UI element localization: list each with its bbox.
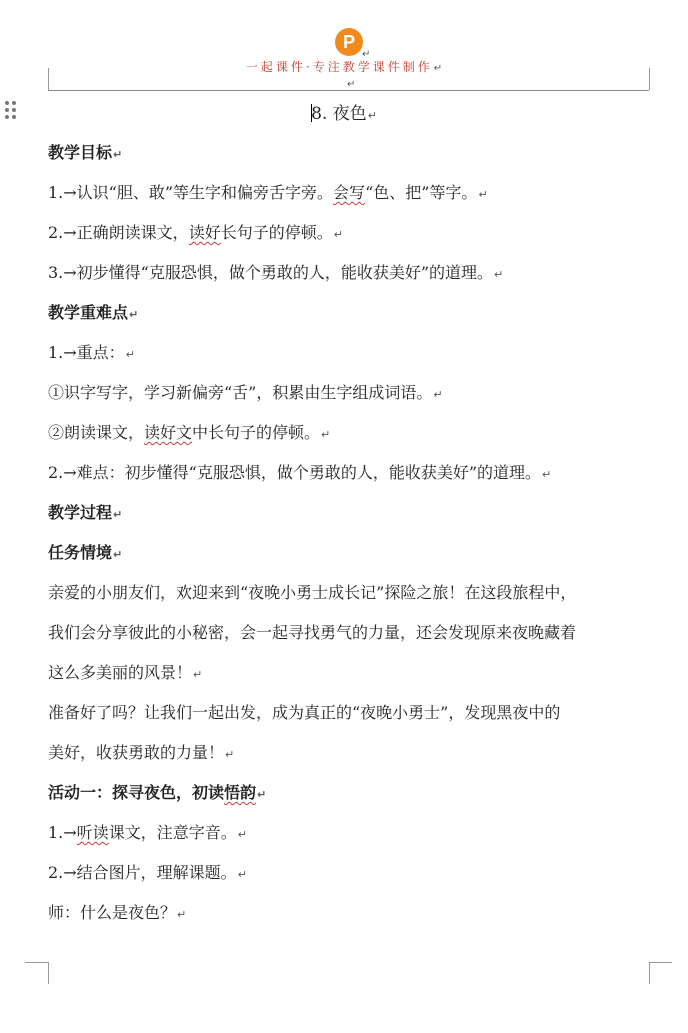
page-corner-bottom-right-v [649,962,650,984]
paragraph-line[interactable] [48,462,551,486]
line-text: 任务情境 [48,543,113,562]
line-text: 1.→重点： [48,343,125,362]
spellcheck-underline: 读好 [188,223,221,242]
page-corner-bottom-left-h [25,962,48,963]
document-title-row [0,99,688,124]
section-heading[interactable] [48,782,266,806]
line-text: 亲爱的小朋友们，欢迎来到“夜晚小勇士成长记”探险之旅！在这段旅程中， [48,583,577,602]
line-text: 2.→结合图片，理解课题。 [48,863,237,882]
paragraph-line[interactable] [48,262,503,286]
page-corner-top-right [649,68,650,90]
paragraph-line[interactable] [48,622,576,644]
page-corner-top-left [48,68,49,90]
paragraph-mark: ↵ [333,228,343,241]
paragraph-mark: ↵ [113,148,123,161]
spellcheck-underline: 悟韵 [224,783,257,802]
paragraph-mark: ↵ [362,49,371,60]
paragraph-line[interactable] [48,222,343,246]
line-text: 2.→难点：初步懂得“克服恐惧，做个勇敢的人，能收获美好”的道理。 [48,463,542,482]
brand-logo: P [335,28,363,56]
paragraph-line[interactable] [48,342,135,366]
paragraph-mark: ↵ [177,908,187,921]
paragraph-line[interactable] [48,662,202,686]
section-heading[interactable] [48,542,122,566]
paragraph-line[interactable] [48,862,247,886]
paragraph-mark: ↵ [433,63,443,74]
paragraph-line[interactable] [48,382,443,406]
section-heading[interactable] [48,502,122,526]
paragraph-mark: ↵ [433,388,443,401]
paragraph-line[interactable] [48,902,186,926]
paragraph-mark: ↵ [113,548,123,561]
line-text: ①识字写字，学习新偏旁“舌”，积累由生字组成词语。 [48,383,433,402]
spellcheck-underline: 读好文 [144,423,193,442]
paragraph-mark: ↵ [125,348,135,361]
section-heading[interactable] [48,302,138,326]
line-text: ②朗读课文，读好文中长句子的停顿。 [48,423,321,442]
line-text: 1.→认识“胆、敢”等生字和偏旁舌字旁。会写“色、把”等字。 [48,183,478,202]
line-text: 2.→正确朗读课文，读好长句子的停顿。 [48,223,333,242]
paragraph-mark: ↵ [478,188,488,201]
paragraph-mark: ↵ [367,109,377,122]
line-text: 准备好了吗？让我们一起出发，成为真正的“夜晚小勇士”，发现黑夜中的 [48,703,561,722]
line-text: 美好，收获勇敢的力量！ [48,743,225,762]
paragraph-mark: ↵ [113,508,123,521]
paragraph-line[interactable] [48,422,330,446]
line-text: 师：什么是夜色？ [48,903,177,922]
line-text: 我们会分享彼此的小秘密，会一起寻找勇气的力量，还会发现原来夜晚藏着 [48,623,577,642]
paragraph-line[interactable] [48,182,488,206]
paragraph-line[interactable] [48,822,247,846]
line-text: 这么多美丽的风景！ [48,663,193,682]
page-corner-bottom-right-h [649,962,672,963]
line-text: 活动一：探寻夜色，初读悟韵 [48,783,257,802]
paragraph-mark: ↵ [193,668,203,681]
header-rule [48,90,649,91]
paragraph-line[interactable] [48,702,560,724]
header-tagline-row [0,58,688,75]
paragraph-mark: ↵ [225,748,235,761]
paragraph-mark: ↵ [237,868,247,881]
paragraph-mark: ↵ [257,788,267,801]
line-text: 3.→初步懂得“克服恐惧，做个勇敢的人，能收获美好”的道理。 [48,263,494,282]
line-text: 教学过程 [48,503,113,522]
paragraph-mark: ↵ [237,828,247,841]
paragraph-mark: ↵ [542,468,552,481]
spellcheck-underline: 会写 [333,183,366,202]
line-text: 1.→听读课文，注意字音。 [48,823,237,842]
section-heading[interactable] [48,142,122,166]
paragraph-line[interactable] [48,742,234,766]
paragraph-mark: ↵ [321,428,331,441]
header-tagline: 一起课件·专注教学课件制作 [245,60,433,74]
page-corner-bottom-left-v [48,962,49,984]
paragraph-mark: ↵ [129,308,139,321]
paragraph-line[interactable] [48,582,576,604]
line-text: 教学重难点 [48,303,129,322]
paragraph-mark: ↵ [494,268,504,281]
document-title[interactable]: 8. 夜色 [311,104,367,124]
spellcheck-underline: 听读 [76,823,109,842]
paragraph-mark: ↵ [347,79,356,90]
line-text: 教学目标 [48,143,113,162]
